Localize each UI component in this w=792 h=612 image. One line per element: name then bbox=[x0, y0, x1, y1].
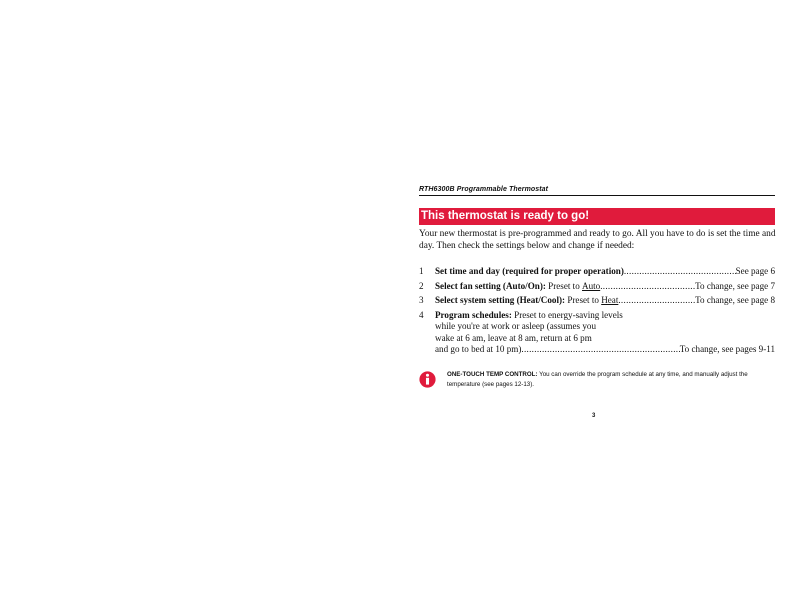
step-page-ref: To change, see pages 9-11 bbox=[679, 344, 775, 354]
step-preset-value: Auto bbox=[582, 280, 601, 291]
steps-list bbox=[419, 266, 775, 359]
step-preset-value: Heat bbox=[601, 295, 619, 306]
step-lead: Select system setting (Heat/Cool): bbox=[435, 295, 566, 306]
tip-text bbox=[447, 370, 777, 390]
dot-leader bbox=[618, 295, 695, 306]
tip-label: ONE-TOUCH TEMP CONTROL: bbox=[447, 371, 538, 378]
dot-leader bbox=[624, 266, 736, 277]
step-number: 1 bbox=[419, 266, 424, 276]
step-lead: Set time and day (required for proper operation) bbox=[435, 266, 624, 276]
model-title: RTH6300B Programmable Thermostat bbox=[419, 186, 549, 193]
step-preset-prefix: Preset to bbox=[545, 280, 583, 291]
step-number: 3 bbox=[419, 295, 424, 306]
step-item-1 bbox=[419, 266, 775, 277]
tip-body: You can override the program schedule at any time, and manually adjust the temperature (see pages 12-13). bbox=[447, 371, 748, 388]
step-number: 4 bbox=[419, 309, 424, 320]
intro-paragraph: Your new thermostat is pre-programmed and ready to go. All you have to do is set the time and day. Then check the settings below and change if needed: bbox=[419, 229, 776, 251]
dot-leader bbox=[600, 281, 695, 292]
step-preset-prefix: Preset to bbox=[565, 295, 602, 306]
section-title-bar: This thermostat is ready to go! bbox=[419, 208, 775, 225]
dot-leader bbox=[521, 344, 679, 355]
info-icon bbox=[419, 371, 436, 388]
header-rule bbox=[419, 195, 775, 197]
step-lead: Select fan setting (Auto/On): bbox=[435, 280, 546, 291]
page-number: 3 bbox=[592, 413, 596, 419]
step-line-4: and go to bed at 10 pm) bbox=[435, 344, 522, 354]
step-line-2: while you're at work or asleep (assumes you bbox=[435, 321, 596, 332]
step-line-1: Preset to energy-saving levels bbox=[511, 309, 623, 320]
step-item-2 bbox=[419, 281, 775, 292]
step-page-ref: To change, see page 7 bbox=[695, 280, 775, 291]
step-line-3: wake at 6 am, leave at 8 am, return at 6 pm bbox=[435, 332, 592, 343]
step-item-4 bbox=[419, 310, 775, 356]
step-page-ref: See page 6 bbox=[735, 266, 775, 276]
step-page-ref: To change, see page 8 bbox=[695, 295, 775, 306]
step-item-3 bbox=[419, 295, 775, 306]
step-lead: Program schedules: bbox=[435, 309, 512, 320]
step-number: 2 bbox=[419, 280, 424, 291]
